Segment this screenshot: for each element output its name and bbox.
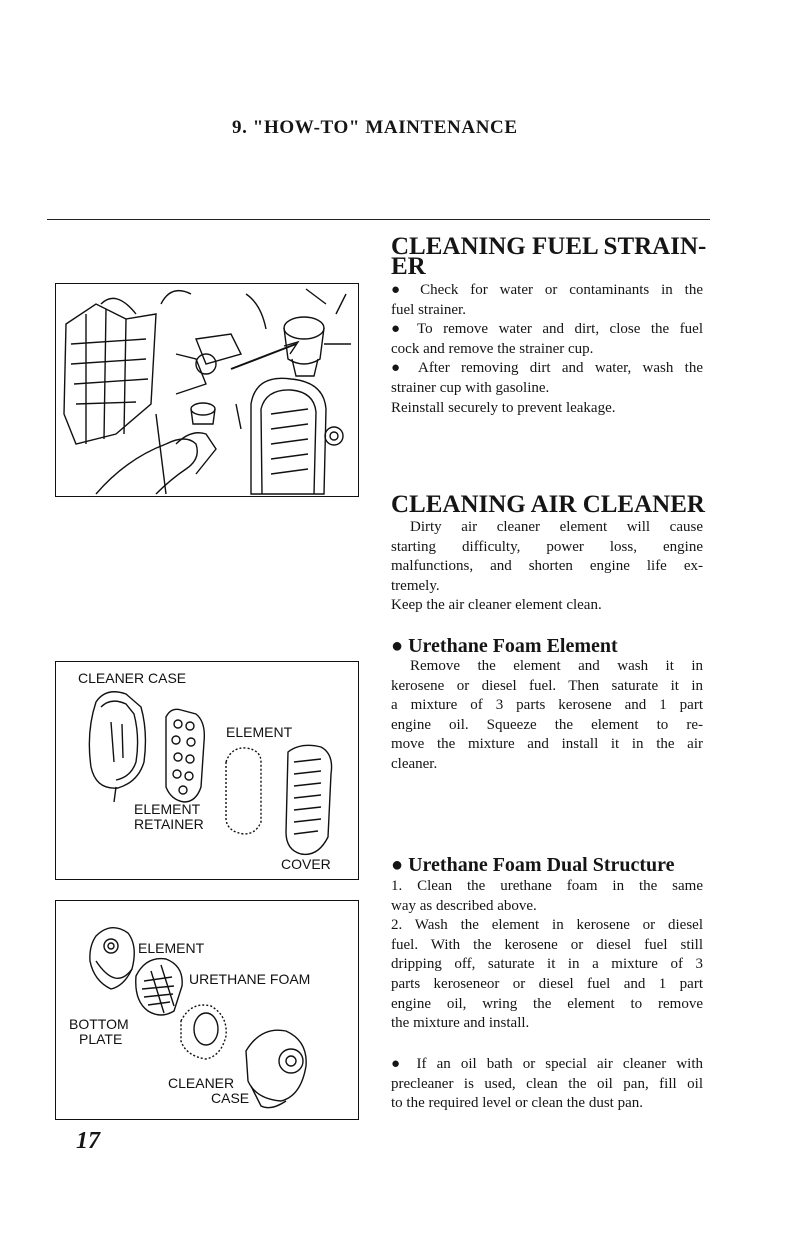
text-line: starting difficulty, power loss, engine [391,538,703,555]
label-urethane-foam: URETHANE FOAM [189,971,311,987]
label-cleaner-case-1: CLEANER [168,1075,235,1091]
oil-bath-note [391,1055,703,1114]
text-line: cleaner. [391,755,438,772]
label-element: ELEMENT [226,724,293,740]
page-header: 9. "HOW-TO" MAINTENANCE [232,117,518,138]
text-line: Reinstall securely to prevent leakage. [391,399,616,416]
label-bottom-plate-2: PLATE [79,1031,123,1047]
text-line: way as described above. [391,897,537,914]
label-element: ELEMENT [138,940,205,956]
text-line: fuel strainer. [391,301,466,318]
text-line: 2. Wash the element in kerosene or diesel [391,917,703,934]
text-line: cock and remove the strainer cup. [391,340,594,357]
fuel-strainer-body [391,281,703,418]
air-cleaner-illustration [56,662,358,879]
dual-structure-body [391,877,703,1034]
fuel-strainer-illustration [56,284,358,496]
text-line: engine oil. Squeeze the element to re- [391,716,703,733]
text-line: tremely. [391,577,440,594]
air-cleaner-body [391,518,703,616]
text-line: a mixture of 3 parts kerosene and 1 part [391,697,703,714]
text-line: dripping off, saturate it in a mixture of 3 [391,956,703,973]
text-line: engine oil, wring the element to remove [391,995,703,1012]
dual-structure-heading: ● Urethane Foam Dual Structure [391,854,675,876]
fuel-strainer-heading-2: ER [391,253,426,280]
page-number: 17 [76,1128,100,1154]
fuel-strainer-heading-1: CLEANING FUEL STRAIN- [391,233,707,260]
text-line: Remove the element and wash it in [410,658,703,674]
air-cleaner-figure [55,661,359,880]
text-line: ● To remove water and dirt, close the fuel [391,321,703,338]
text-line: fuel. With the kerosene or diesel fuel still [391,936,703,953]
dual-structure-figure [55,900,359,1120]
foam-element-heading: ● Urethane Foam Element [391,635,618,657]
label-bottom-plate-1: BOTTOM [69,1016,129,1032]
text-line: ● Check for water or contaminants in the [391,282,703,298]
text-line: Dirty air cleaner element will cause [410,519,703,535]
text-line: parts keroseneor or diesel fuel and 1 part [391,975,703,992]
air-cleaner-heading: CLEANING AIR CLEANER [391,491,705,518]
text-line: move the mixture and install it in the air [391,736,703,753]
text-line: to the required level or clean the dust pan. [391,1095,643,1112]
label-cleaner-case: CLEANER CASE [78,670,187,686]
text-line: kerosene or diesel fuel. Then saturate it in [391,677,703,694]
text-line: malfunctions, and shorten engine life ex- [391,558,703,575]
text-line: precleaner is used, clean the oil pan, fill oil [391,1075,703,1092]
text-line: Keep the air cleaner element clean. [391,597,602,614]
text-line: strainer cup with gasoline. [391,379,550,396]
header-divider [47,219,710,220]
text-line: the mixture and install. [391,1015,530,1032]
text-line: 1. Clean the urethane foam in the same [391,878,703,894]
fuel-strainer-figure [55,283,359,497]
text-line: ● If an oil bath or special air cleaner with [391,1056,703,1072]
foam-element-body [391,657,703,775]
label-element-retainer-2: RETAINER [134,816,204,832]
label-cover: COVER [281,856,331,872]
text-line: ● After removing dirt and water, wash the [391,360,703,377]
label-element-retainer-1: ELEMENT [134,801,201,817]
label-cleaner-case-2: CASE [211,1090,250,1106]
